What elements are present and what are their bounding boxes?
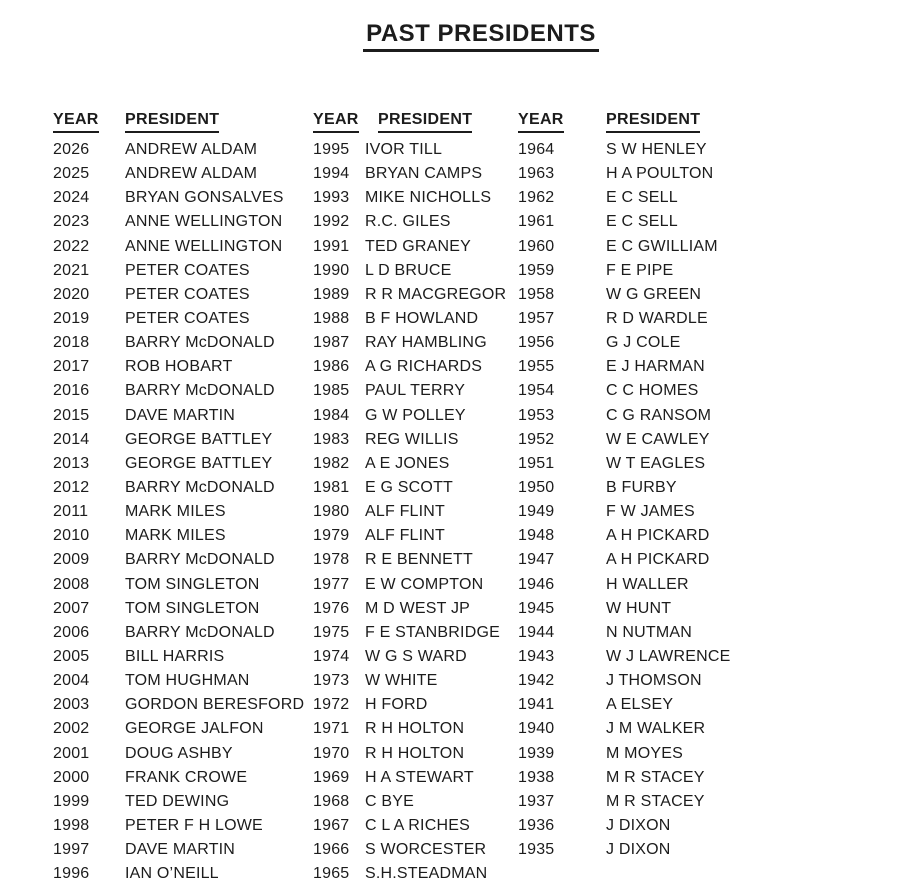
year-cell: 1975 [313, 623, 350, 641]
president-name-cell: R.C. GILES [365, 213, 451, 231]
year-cell: 1981 [313, 478, 350, 496]
president-name-cell: ALF FLINT [365, 503, 446, 521]
president-header-label: PRESIDENT [125, 111, 219, 133]
president-row [313, 624, 506, 648]
year-header-cell [313, 111, 365, 141]
president-name-cell: H A POULTON [606, 165, 714, 183]
year-cell: 1999 [53, 792, 90, 810]
president-name-cell: L D BRUCE [365, 261, 452, 279]
year-cell: 1935 [518, 841, 555, 859]
president-row [518, 648, 730, 672]
president-name-cell: N NUTMAN [606, 623, 693, 641]
president-row [53, 841, 304, 865]
president-row [313, 696, 506, 720]
president-rows [53, 141, 304, 889]
column-header-row [53, 111, 304, 141]
president-name-cell: BRYAN CAMPS [365, 165, 483, 183]
year-cell: 1995 [313, 141, 350, 158]
president-row [53, 407, 304, 431]
president-row [518, 431, 730, 455]
year-cell: 1994 [313, 165, 350, 183]
president-name-cell: ROB HOBART [125, 358, 233, 376]
president-name-cell: BARRY McDONALD [125, 334, 275, 352]
president-row [53, 358, 304, 382]
president-name-cell: W E CAWLEY [606, 430, 710, 448]
president-row [518, 141, 730, 165]
president-row [313, 479, 506, 503]
president-header-label: PRESIDENT [606, 111, 700, 133]
president-name-cell: IVOR TILL [365, 141, 443, 158]
president-row [313, 334, 506, 358]
president-row [313, 672, 506, 696]
president-row [53, 576, 304, 600]
year-cell: 1991 [313, 237, 350, 255]
year-cell: 1967 [313, 816, 350, 834]
presidents-column-3 [518, 111, 730, 865]
year-cell: 1941 [518, 696, 555, 714]
year-cell: 2014 [53, 430, 90, 448]
year-cell: 1964 [518, 141, 555, 158]
president-name-cell: DAVE MARTIN [125, 406, 236, 424]
president-row [518, 672, 730, 696]
page-title: PAST PRESIDENTS [363, 20, 599, 52]
president-row [313, 720, 506, 744]
president-row [53, 817, 304, 841]
year-cell: 1984 [313, 406, 350, 424]
president-row [518, 817, 730, 841]
year-cell: 2018 [53, 334, 90, 352]
president-row [518, 358, 730, 382]
president-row [518, 213, 730, 237]
president-row [518, 745, 730, 769]
year-cell: 1996 [53, 865, 90, 883]
year-cell: 1955 [518, 358, 555, 376]
year-cell: 1938 [518, 768, 555, 786]
president-name-cell: A H PICKARD [606, 551, 710, 569]
president-name-cell: GORDON BERESFORD [125, 696, 305, 714]
president-name-cell: J DIXON [606, 841, 671, 859]
president-name-cell: A ELSEY [606, 696, 674, 714]
year-cell: 1965 [313, 865, 350, 883]
president-name-cell: S W HENLEY [606, 141, 707, 158]
year-cell: 1971 [313, 720, 350, 738]
president-header-cell [606, 111, 700, 141]
president-name-cell: FRANK CROWE [125, 768, 248, 786]
year-cell: 1952 [518, 430, 555, 448]
president-name-cell: GEORGE JALFON [125, 720, 264, 738]
president-name-cell: E J HARMAN [606, 358, 705, 376]
president-row [53, 745, 304, 769]
president-row [53, 382, 304, 406]
president-name-cell: TOM SINGLETON [125, 599, 260, 617]
president-row [313, 551, 506, 575]
president-name-cell: DAVE MARTIN [125, 841, 236, 859]
year-cell: 1950 [518, 478, 555, 496]
president-name-cell: H WALLER [606, 575, 689, 593]
president-row [518, 310, 730, 334]
president-row [53, 648, 304, 672]
president-name-cell: PETER F H LOWE [125, 816, 263, 834]
president-header-cell [365, 111, 472, 141]
year-cell: 1937 [518, 792, 555, 810]
president-row [518, 551, 730, 575]
president-row [518, 334, 730, 358]
year-cell: 1949 [518, 503, 555, 521]
president-name-cell: ANNE WELLINGTON [125, 213, 283, 231]
president-row [518, 189, 730, 213]
president-row [313, 600, 506, 624]
year-cell: 1940 [518, 720, 555, 738]
president-row [53, 696, 304, 720]
year-cell: 1992 [313, 213, 350, 231]
president-name-cell: BARRY McDONALD [125, 382, 275, 400]
president-name-cell: BILL HARRIS [125, 647, 225, 665]
year-cell: 2025 [53, 165, 90, 183]
president-row [518, 696, 730, 720]
president-name-cell: RAY HAMBLING [365, 334, 487, 352]
president-name-cell: S WORCESTER [365, 841, 487, 859]
year-cell: 1978 [313, 551, 350, 569]
year-cell: 2020 [53, 285, 90, 303]
year-cell: 2017 [53, 358, 90, 376]
year-cell: 1947 [518, 551, 555, 569]
year-cell: 1972 [313, 696, 350, 714]
president-row [518, 479, 730, 503]
president-row [518, 503, 730, 527]
president-name-cell: PETER COATES [125, 285, 250, 303]
year-cell: 1963 [518, 165, 555, 183]
year-cell: 1985 [313, 382, 350, 400]
president-name-cell: C C HOMES [606, 382, 699, 400]
president-name-cell: BARRY McDONALD [125, 623, 275, 641]
president-row [313, 841, 506, 865]
president-name-cell: E G SCOTT [365, 478, 454, 496]
president-name-cell: J THOMSON [606, 672, 702, 690]
president-name-cell: MARK MILES [125, 503, 226, 521]
president-name-cell: W G GREEN [606, 285, 702, 303]
year-cell: 2008 [53, 575, 90, 593]
president-row [53, 431, 304, 455]
year-header-cell [53, 111, 125, 141]
president-row [313, 455, 506, 479]
year-cell: 2011 [53, 503, 89, 521]
president-name-cell: E C SELL [606, 213, 678, 231]
president-name-cell: C L A RICHES [365, 816, 470, 834]
year-cell: 2016 [53, 382, 90, 400]
year-cell: 1969 [313, 768, 350, 786]
president-name-cell: TED GRANEY [365, 237, 472, 255]
president-row [313, 141, 506, 165]
year-cell: 2022 [53, 237, 90, 255]
year-cell: 1951 [518, 454, 555, 472]
president-name-cell: M MOYES [606, 744, 683, 762]
year-cell: 1958 [518, 285, 555, 303]
president-row [53, 479, 304, 503]
president-name-cell: B FURBY [606, 478, 677, 496]
president-row [53, 334, 304, 358]
president-row [313, 358, 506, 382]
year-cell: 1989 [313, 285, 350, 303]
year-cell: 2001 [53, 744, 90, 762]
president-row [313, 238, 506, 262]
president-row [313, 213, 506, 237]
president-name-cell: R H HOLTON [365, 720, 465, 738]
year-cell: 2012 [53, 478, 90, 496]
president-row [518, 165, 730, 189]
president-row [518, 600, 730, 624]
president-row [518, 262, 730, 286]
year-cell: 1983 [313, 430, 350, 448]
president-row [53, 769, 304, 793]
president-name-cell: MIKE NICHOLLS [365, 189, 492, 207]
president-name-cell: REG WILLIS [365, 430, 459, 448]
president-name-cell: GEORGE BATTLEY [125, 430, 273, 448]
president-name-cell: BARRY McDONALD [125, 478, 275, 496]
year-cell: 1970 [313, 744, 350, 762]
president-name-cell: W J LAWRENCE [606, 647, 731, 665]
year-cell: 2013 [53, 454, 90, 472]
year-cell: 2000 [53, 768, 90, 786]
year-cell: 1942 [518, 672, 555, 690]
president-row [518, 382, 730, 406]
year-cell: 1976 [313, 599, 350, 617]
president-name-cell: GEORGE BATTLEY [125, 454, 273, 472]
year-cell: 1948 [518, 527, 555, 545]
president-name-cell: M R STACEY [606, 792, 705, 810]
president-row [53, 503, 304, 527]
year-cell: 1943 [518, 647, 555, 665]
president-name-cell: C BYE [365, 792, 415, 810]
year-cell: 1966 [313, 841, 350, 859]
president-name-cell: PAUL TERRY [365, 382, 466, 400]
president-name-cell: PETER COATES [125, 261, 250, 279]
year-cell: 1979 [313, 527, 350, 545]
president-name-cell: R D WARDLE [606, 309, 708, 327]
president-row [518, 286, 730, 310]
year-header-label: YEAR [518, 111, 564, 133]
president-row [518, 769, 730, 793]
year-cell: 2015 [53, 406, 90, 424]
year-cell: 1957 [518, 309, 555, 327]
president-name-cell: R R MACGREGOR [365, 285, 507, 303]
year-cell: 2004 [53, 672, 90, 690]
year-cell: 2019 [53, 309, 90, 327]
year-cell: 2007 [53, 599, 90, 617]
year-cell: 2006 [53, 623, 90, 641]
year-header-cell [518, 111, 606, 141]
president-row [313, 769, 506, 793]
president-name-cell: M R STACEY [606, 768, 705, 786]
president-name-cell: TOM SINGLETON [125, 575, 260, 593]
president-row [53, 310, 304, 334]
president-header-label: PRESIDENT [378, 111, 472, 133]
president-name-cell: G W POLLEY [365, 406, 466, 424]
president-name-cell: F E STANBRIDGE [365, 623, 500, 641]
year-cell: 1954 [518, 382, 555, 400]
year-cell: 1986 [313, 358, 350, 376]
president-name-cell: BRYAN GONSALVES [125, 189, 284, 207]
president-row [313, 431, 506, 455]
president-name-cell: PETER COATES [125, 309, 250, 327]
presidents-column-1 [53, 111, 304, 889]
president-row [313, 817, 506, 841]
year-cell: 1988 [313, 309, 350, 327]
president-name-cell: E C GWILLIAM [606, 237, 718, 255]
year-cell: 1990 [313, 261, 350, 279]
president-name-cell: F W JAMES [606, 503, 695, 521]
president-row [53, 720, 304, 744]
year-cell: 1961 [518, 213, 555, 231]
president-row [313, 382, 506, 406]
president-row [53, 672, 304, 696]
president-row [518, 576, 730, 600]
president-name-cell: TOM HUGHMAN [125, 672, 250, 690]
title-wrap [53, 20, 909, 52]
year-cell: 2021 [53, 261, 90, 279]
president-row [53, 213, 304, 237]
year-cell: 1998 [53, 816, 90, 834]
president-row [518, 624, 730, 648]
presidents-column-2 [313, 111, 506, 889]
year-cell: 1987 [313, 334, 350, 352]
president-name-cell: TED DEWING [125, 792, 230, 810]
president-name-cell: R H HOLTON [365, 744, 465, 762]
president-name-cell: A G RICHARDS [365, 358, 483, 376]
president-name-cell: S.H.STEADMAN [365, 865, 488, 883]
president-row [313, 527, 506, 551]
year-cell: 2003 [53, 696, 90, 714]
year-cell: 1956 [518, 334, 555, 352]
year-cell: 2026 [53, 141, 90, 158]
president-name-cell: H FORD [365, 696, 428, 714]
president-name-cell: E C SELL [606, 189, 678, 207]
president-name-cell: R E BENNETT [365, 551, 473, 569]
year-cell: 2009 [53, 551, 90, 569]
year-cell: 1974 [313, 647, 350, 665]
president-header-cell [125, 111, 219, 141]
year-cell: 1973 [313, 672, 350, 690]
column-header-row [313, 111, 506, 141]
president-name-cell: M D WEST JP [365, 599, 471, 617]
year-cell: 1939 [518, 744, 555, 762]
president-row [53, 624, 304, 648]
president-row [53, 165, 304, 189]
president-name-cell: W T EAGLES [606, 454, 706, 472]
year-cell: 1997 [53, 841, 90, 859]
president-name-cell: ALF FLINT [365, 527, 446, 545]
year-cell: 2005 [53, 647, 90, 665]
president-row [53, 238, 304, 262]
president-name-cell: ANDREW ALDAM [125, 165, 258, 183]
year-cell: 2023 [53, 213, 90, 231]
president-name-cell: ANNE WELLINGTON [125, 237, 283, 255]
year-cell: 1980 [313, 503, 350, 521]
year-cell: 1946 [518, 575, 555, 593]
president-name-cell: DOUG ASHBY [125, 744, 233, 762]
president-row [518, 527, 730, 551]
president-name-cell: B F HOWLAND [365, 309, 479, 327]
president-name-cell: G J COLE [606, 334, 681, 352]
president-row [518, 238, 730, 262]
president-row [313, 310, 506, 334]
president-row [53, 793, 304, 817]
year-header-label: YEAR [53, 111, 99, 133]
president-name-cell: H A STEWART [365, 768, 474, 786]
president-row [53, 141, 304, 165]
president-name-cell: W G S WARD [365, 647, 467, 665]
year-cell: 1977 [313, 575, 350, 593]
president-row [53, 262, 304, 286]
president-name-cell: BARRY McDONALD [125, 551, 275, 569]
president-row [53, 551, 304, 575]
president-name-cell: F E PIPE [606, 261, 674, 279]
president-row [313, 503, 506, 527]
year-cell: 1960 [518, 237, 555, 255]
president-row [313, 189, 506, 213]
year-cell: 1953 [518, 406, 555, 424]
president-name-cell: W HUNT [606, 599, 672, 617]
president-rows [313, 141, 506, 889]
president-row [313, 793, 506, 817]
year-cell: 1968 [313, 792, 350, 810]
president-row [53, 527, 304, 551]
president-name-cell: J M WALKER [606, 720, 706, 738]
year-cell: 1993 [313, 189, 350, 207]
president-row [53, 286, 304, 310]
president-row [313, 165, 506, 189]
president-row [53, 455, 304, 479]
president-rows [518, 141, 730, 865]
president-row [518, 793, 730, 817]
president-name-cell: ANDREW ALDAM [125, 141, 258, 158]
president-row [313, 262, 506, 286]
president-row [518, 455, 730, 479]
president-name-cell: MARK MILES [125, 527, 226, 545]
president-name-cell: C G RANSOM [606, 406, 712, 424]
president-name-cell: IAN O’NEILL [125, 865, 219, 883]
year-cell: 2002 [53, 720, 90, 738]
year-cell: 1982 [313, 454, 350, 472]
president-row [313, 865, 506, 889]
president-name-cell: J DIXON [606, 816, 671, 834]
president-row [53, 600, 304, 624]
president-row [313, 286, 506, 310]
year-header-label: YEAR [313, 111, 359, 133]
president-name-cell: E W COMPTON [365, 575, 484, 593]
president-row [518, 720, 730, 744]
president-row [518, 841, 730, 865]
president-row [313, 648, 506, 672]
president-row [53, 865, 304, 889]
president-name-cell: W WHITE [365, 672, 438, 690]
president-row [518, 407, 730, 431]
president-row [313, 407, 506, 431]
president-row [313, 576, 506, 600]
year-cell: 2010 [53, 527, 90, 545]
president-row [313, 745, 506, 769]
year-cell: 1959 [518, 261, 555, 279]
president-name-cell: A E JONES [365, 454, 450, 472]
year-cell: 1944 [518, 623, 555, 641]
year-cell: 1936 [518, 816, 555, 834]
president-row [53, 189, 304, 213]
column-header-row [518, 111, 730, 141]
year-cell: 2024 [53, 189, 90, 207]
president-name-cell: A H PICKARD [606, 527, 710, 545]
year-cell: 1962 [518, 189, 555, 207]
year-cell: 1945 [518, 599, 555, 617]
